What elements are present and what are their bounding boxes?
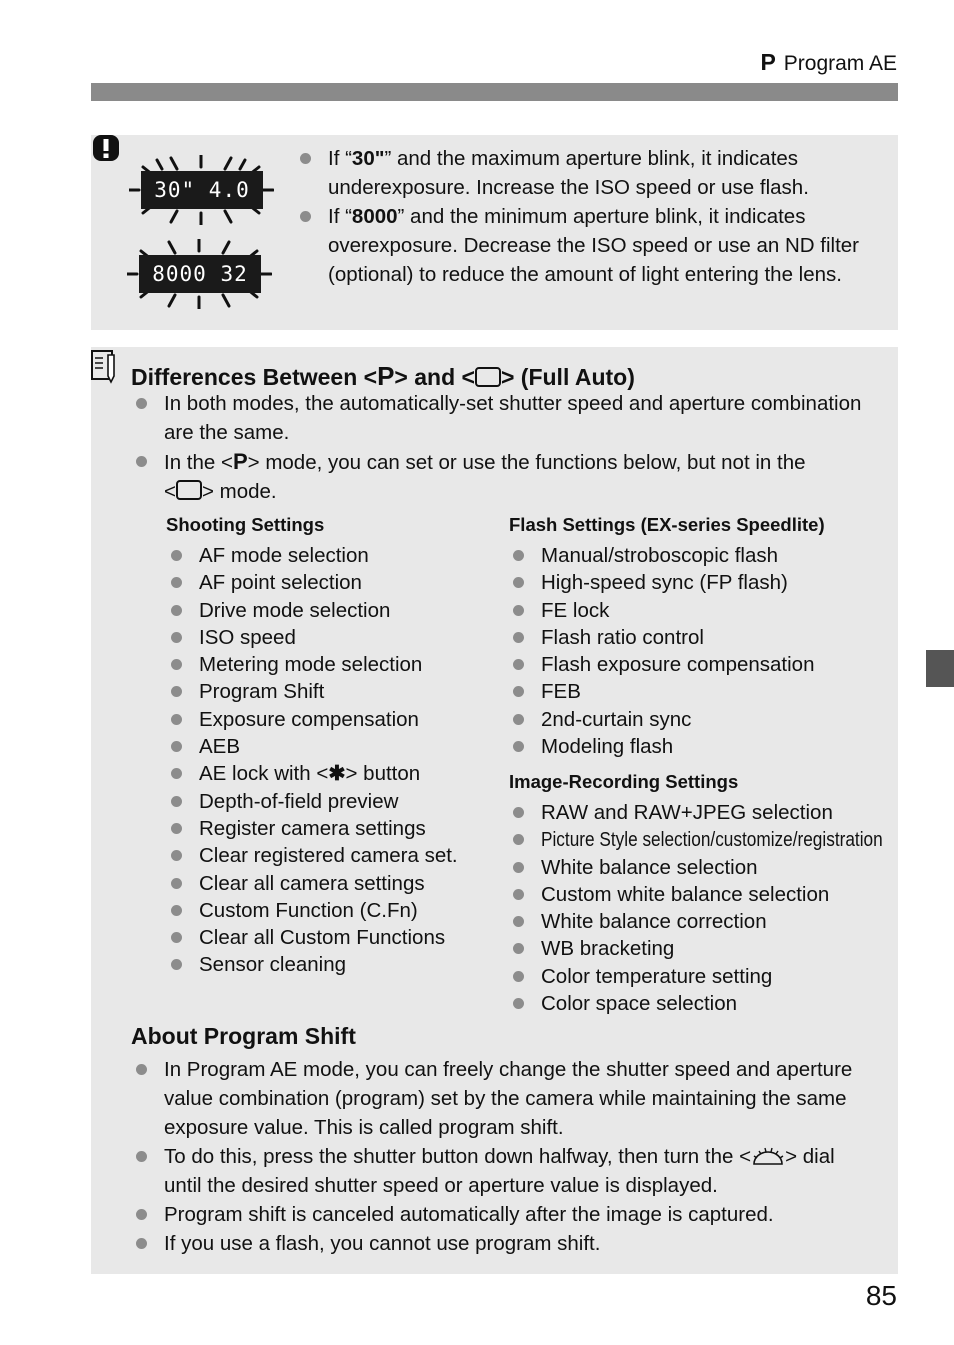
list-item: Exposure compensation — [171, 706, 501, 733]
list-item: AEB — [171, 733, 501, 760]
list-item: White balance selection — [513, 854, 893, 881]
list-item: WB bracketing — [513, 935, 893, 962]
ae-lock-star-icon: ✱ — [328, 762, 346, 786]
flash-settings-list — [513, 542, 893, 760]
list-item: If “8000” and the minimum aperture blink, it indicates overexposure. Decrease the ISO speed or use an ND filter (optional) to reduce the amount of light entering the lens. — [300, 202, 880, 289]
shooting-settings-list — [171, 542, 501, 979]
list-item: Color temperature setting — [513, 963, 893, 990]
list-item: Flash ratio control — [513, 624, 893, 651]
chapter-tab — [926, 650, 954, 687]
flash-settings-heading: Flash Settings (EX-series Speedlite) — [509, 514, 825, 535]
list-item: If “30"” and the maximum aperture blink, it indicates underexposure. Increase the ISO speed or use flash. — [300, 144, 880, 202]
list-item: ISO speed — [171, 624, 501, 651]
running-header — [760, 49, 897, 76]
list-item: Depth-of-field preview — [171, 788, 501, 815]
note-box — [91, 347, 898, 1274]
section-title-program-shift: About Program Shift — [131, 1023, 356, 1049]
list-item: Picture Style selection/customize/registration — [513, 826, 893, 853]
list-item: Program Shift — [171, 678, 501, 705]
full-auto-mode-icon — [176, 480, 202, 500]
list-item: Sensor cleaning — [171, 951, 501, 978]
caution-icon — [91, 135, 121, 165]
list-item: Custom Function (C.Fn) — [171, 897, 501, 924]
list-item: Manual/stroboscopic flash — [513, 542, 893, 569]
list-item: Custom white balance selection — [513, 881, 893, 908]
list-item: Drive mode selection — [171, 597, 501, 624]
main-dial-icon — [751, 1146, 785, 1166]
caution-list — [300, 144, 880, 289]
list-item: In the <P> mode, you can set or use the functions below, but not in the < > mode. — [136, 447, 876, 506]
section-title-differences: Differences Between <P> and < > (Full Auto) — [131, 361, 635, 391]
list-item: Flash exposure compensation — [513, 651, 893, 678]
list-item: White balance correction — [513, 908, 893, 935]
shooting-settings-heading: Shooting Settings — [166, 514, 325, 535]
program-shift-list — [136, 1055, 876, 1258]
list-item: To do this, press the shutter button down halfway, then turn the < > dial until the desired shutter speed or aperture value is displayed. — [136, 1142, 876, 1200]
page-number: 85 — [865, 1280, 897, 1311]
full-auto-mode-icon — [475, 367, 501, 387]
note-pencil-icon — [91, 350, 117, 384]
list-item: FEB — [513, 678, 893, 705]
caution-box — [91, 135, 898, 330]
header-rule — [91, 83, 898, 101]
lcd-shutter-aperture-bottom: 8000 32 — [139, 255, 261, 293]
list-item: Clear all camera settings — [171, 870, 501, 897]
list-item: AE lock with <✱> button — [171, 760, 501, 787]
list-item: Program shift is canceled automatically after the image is captured. — [136, 1200, 876, 1229]
list-item: AF mode selection — [171, 542, 501, 569]
image-recording-list — [513, 799, 893, 1017]
list-item: In Program AE mode, you can freely change the shutter speed and aperture value combination (program) set by the camera while maintaining the same exposure value. This is called program shift. — [136, 1055, 876, 1142]
differences-list — [136, 389, 876, 506]
list-item: If you use a flash, you cannot use program shift. — [136, 1229, 876, 1258]
image-recording-heading: Image-Recording Settings — [509, 771, 739, 792]
list-item: FE lock — [513, 597, 893, 624]
list-item: Clear registered camera set. — [171, 842, 501, 869]
list-item: RAW and RAW+JPEG selection — [513, 799, 893, 826]
list-item: 2nd-curtain sync — [513, 706, 893, 733]
list-item: Modeling flash — [513, 733, 893, 760]
mode-letter: P — [760, 49, 776, 75]
lcd-shutter-aperture-top: 30" 4.0 — [141, 171, 263, 209]
header-title: Program AE — [783, 52, 897, 75]
list-item: Register camera settings — [171, 815, 501, 842]
list-item: Metering mode selection — [171, 651, 501, 678]
list-item: Color space selection — [513, 990, 893, 1017]
list-item: AF point selection — [171, 569, 501, 596]
list-item: In both modes, the automatically-set shutter speed and aperture combination are the same. — [136, 389, 876, 447]
list-item: High-speed sync (FP flash) — [513, 569, 893, 596]
list-item: Clear all Custom Functions — [171, 924, 501, 951]
